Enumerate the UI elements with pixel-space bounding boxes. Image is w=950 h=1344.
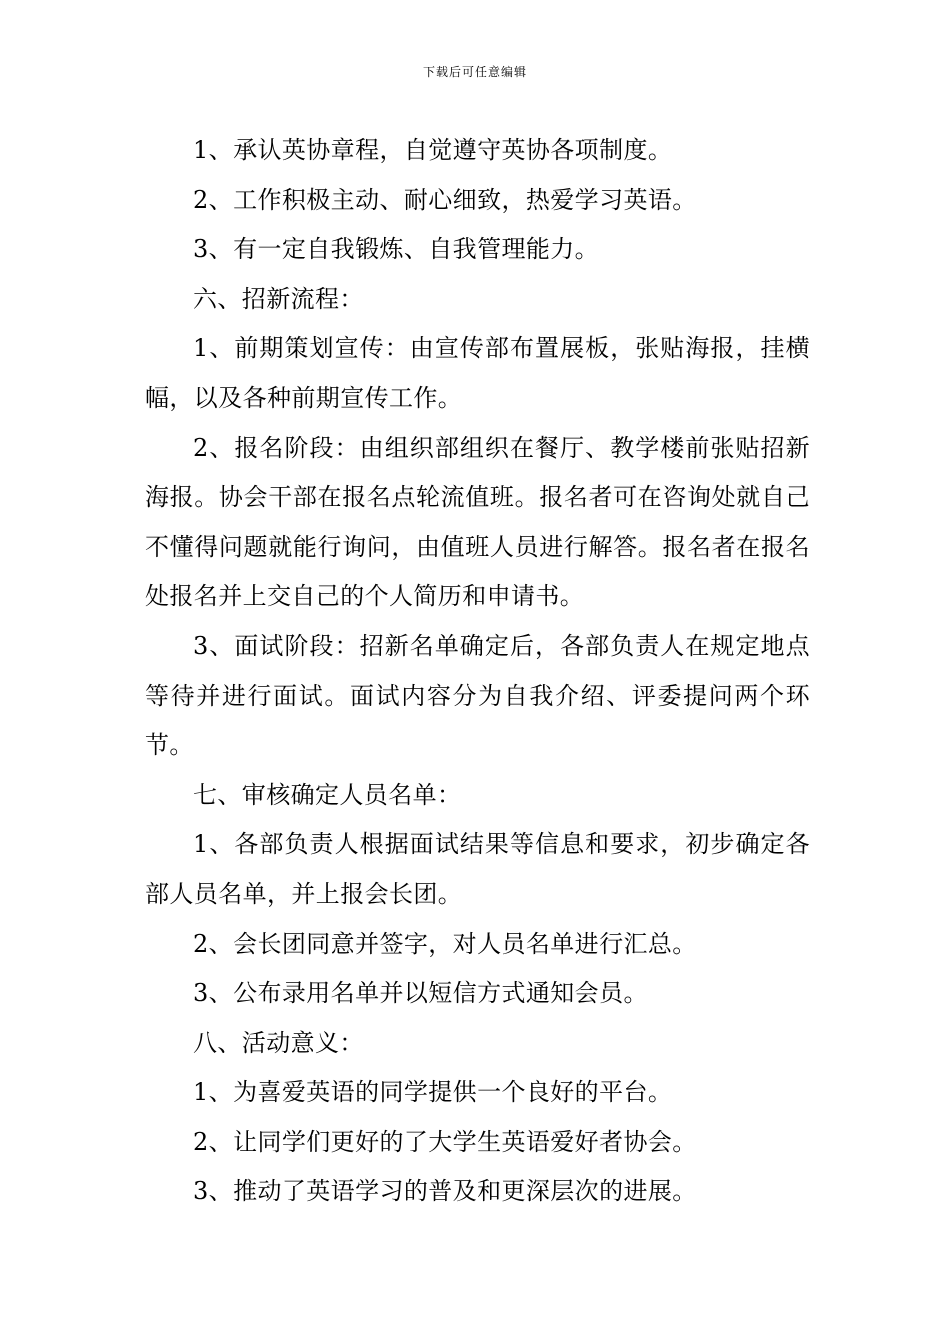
document-body bbox=[145, 126, 810, 1217]
section-heading-review-list: 七、审核确定人员名单： bbox=[193, 780, 462, 809]
paragraph-review-3: 3、公布录用名单并以短信方式通知会员。 bbox=[193, 979, 648, 1008]
paragraph-significance-1: 1、为喜爱英语的同学提供一个良好的平台。 bbox=[193, 1078, 673, 1107]
page-header: 下载后可任意编辑 bbox=[422, 65, 527, 79]
paragraph-process-3: 3、面试阶段：招新名单确定后，各部负责人在规定地点等待并进行面试。面试内容分为自我介绍、评委提问两个环节。 bbox=[145, 631, 810, 760]
paragraph-requirement-1: 1、承认英协章程，自觉遵守英协各项制度。 bbox=[193, 136, 673, 164]
paragraph-requirement-2: 2、工作积极主动、耐心细致，热爱学习英语。 bbox=[193, 185, 697, 214]
section-heading-recruitment-process: 六、招新流程： bbox=[193, 284, 364, 313]
paragraph-significance-3: 3、推动了英语学习的普及和更深层次的进展。 bbox=[193, 1177, 697, 1206]
paragraph-process-2: 2、报名阶段：由组织部组织在餐厅、教学楼前张贴招新海报。协会干部在报名点轮流值班。报名者可在咨询处就自己不懂得问题就能行询问，由值班人员进行解答。报名者在报名处报名并上交自己的个人简历和申请书。 bbox=[145, 433, 810, 611]
paragraph-process-1: 1、前期策划宣传：由宣传部布置展板，张贴海报，挂横幅，以及各种前期宣传工作。 bbox=[145, 334, 810, 412]
section-heading-significance: 八、活动意义： bbox=[193, 1028, 364, 1057]
paragraph-significance-2: 2、让同学们更好的了大学生英语爱好者协会。 bbox=[193, 1127, 697, 1156]
paragraph-review-2: 2、会长团同意并签字，对人员名单进行汇总。 bbox=[193, 929, 697, 958]
paragraph-review-1: 1、各部负责人根据面试结果等信息和要求，初步确定各部人员名单，并上报会长团。 bbox=[145, 830, 810, 908]
paragraph-requirement-3: 3、有一定自我锻炼、自我管理能力。 bbox=[193, 235, 600, 264]
